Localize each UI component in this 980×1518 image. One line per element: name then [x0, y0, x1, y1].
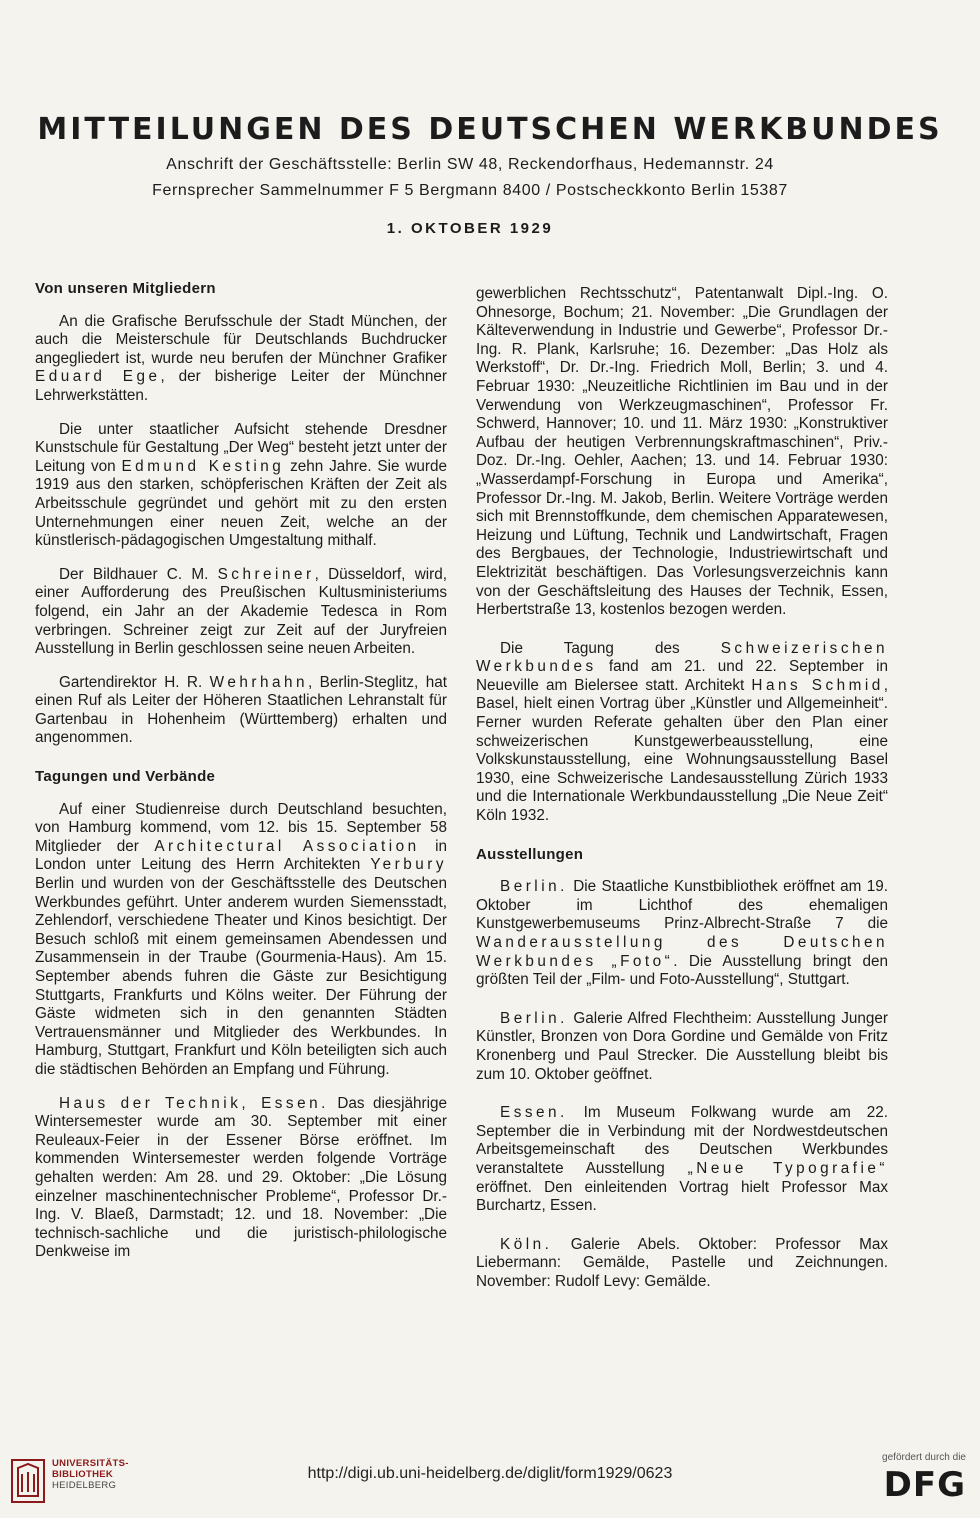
paragraph: Berlin. Galerie Alfred Flechtheim: Ausstellung Junger Künstler, Bronzen von Dora Gordine und Gemälde von Fritz Kronenberg und Paul Strecker. Die Ausstellung bleibt bis zum 10. Oktober geöffnet.	[476, 1009, 888, 1083]
dfg-logo[interactable]	[866, 1452, 966, 1512]
paragraph: Essen. Im Museum Folkwang wurde am 22. September die in Verbindung mit der Nordwestdeutschen Arbeitsgemeinschaft des Deutschen Werkbundes veranstaltete Ausstellung „Neue Typografie“ eröffnet. Den einleitenden Vortrag hielt Professor Max Burchartz, Essen.	[476, 1104, 888, 1215]
library-name: UNIVERSITÄTS- BIBLIOTHEK HEIDELBERG	[52, 1458, 129, 1491]
paragraph: Haus der Technik, Essen. Das diesjährige Wintersemester wurde am 30. September mit einer Reuleaux-Feier in der Essener Börse eröffnet. Im kommenden Wintersemester werden folgende Vorträge gehalten werden: Am 28. und 29. Oktober: „Die Lösung einzelner maschinentechnischer Probleme“, Professor Dr.-Ing. V. Blaeß, Darmstadt; 12. und 18. November: „Die technisch-sachliche und die juristisch-philologische Denkweise im	[35, 1094, 447, 1261]
section-heading-mitglieder: Von unseren Mitgliedern	[35, 280, 216, 297]
masthead-phone: Fernsprecher Sammelnummer F 5 Bergmann 8400 / Postscheckkonto Berlin 15387	[152, 182, 788, 199]
masthead-title: MITTEILUNGEN DES DEUTSCHEN WERKBUNDES	[37, 112, 943, 147]
paragraph: Der Bildhauer C. M. Schreiner, Düsseldorf, wird, einer Aufforderung des Preußischen Kultusministeriums folgend, ein Jahr an der Akademie Tedesca in Rom verbringen. Schreiner zeigt zur Zeit auf der Juryfreien Ausstellung in Berlin geschlossen seine neuen Arbeiten.	[35, 565, 447, 658]
funded-note: gefördert durch die	[882, 1452, 966, 1463]
source-url-link[interactable]: http://digi.ub.uni-heidelberg.de/diglit/form1929/0623	[307, 1465, 673, 1482]
dfg-wordmark: DFG	[883, 1465, 966, 1505]
right-column	[476, 285, 888, 1307]
paragraph: Berlin. Die Staatliche Kunstbibliothek eröffnet am 19. Oktober im Lichthof des ehemaligen Kunstgewerbemuseums Prinz-Albrecht-Straße 7 die Wanderausstellung des Deutschen Werkbundes „Foto“. Die Ausstellung bringt den größten Teil der „Film- und Foto-Ausstellung“, Stuttgart.	[476, 878, 888, 989]
paragraph: An die Grafische Berufsschule der Stadt München, der auch die Meisterschule für Deutschlands Buchdrucker angegliedert ist, wurde neu berufen der Münchner Grafiker Eduard Ege, der bisherige Leiter der Münchner Lehrwerkstätten.	[35, 312, 447, 404]
paragraph: gewerblichen Rechtsschutz“, Patentanwalt Dipl.-Ing. O. Ohnesorge, Bochum; 21. November: „Die Grundlagen der Kälteverwendung in Industrie und Gewerbe“, Professor Dr.-Ing. R. Plank, Karlsruhe; 16. Dezember: „Das Holz als Werkstoff“, Dr. Dr.-Ing. Friedrich Moll, Berlin; 3. und 4. Februar 1930: „Neuzeitliche Richtlinien im Bau und in der Verwendung von Werkzeugmaschinen“, Professor Fr. Schwerd, Hannover; 10. und 11. März 1930: „Konstruktiver Aufbau der heutigen Verbrennungskraftmaschinen“, Priv.-Doz. Dr.-Ing. Oehler, Aachen; 13. und 14. Februar 1930: „Wasserdampf-Forschung in Europa und Amerika“, Professor Dr.-Ing. M. Jakob, Berlin. Weitere Vorträge werden sich mit Brennstoffkunde, dem chemischen Apparatewesen, Heizung und Lüftung, Technik und Landwirtschaft, Fragen des Bergbaues, der Technologie, Industriewirtschaft und Elektrizität beschäftigen. Das Vorlesungsverzeichnis kann von der Geschäftsleitung des Hauses der Technik, Essen, Herbertstraße 13, kostenlos bezogen werden.	[476, 285, 888, 619]
section-heading-ausstellungen: Ausstellungen	[476, 845, 584, 863]
section-heading-tagungen: Tagungen und Verbände	[35, 768, 216, 786]
paragraph: Köln. Galerie Abels. Oktober: Professor Max Liebermann: Gemälde, Pastelle und Zeichnungen. November: Rudolf Levy: Gemälde.	[476, 1235, 888, 1290]
left-column	[35, 280, 447, 1277]
paragraph: Die unter staatlicher Aufsicht stehende Dresdner Kunstschule für Gestaltung „Der Weg“ besteht jetzt unter der Leitung von Edmund Kesting zehn Jahre. Sie wurde 1919 aus den starken, schöpferischen Kräften der Zeit als Arbeitsschule gegründet und gehört mit zu den ersten Unternehmungen einer neuen Zeit, welche an der künstlerisch-pädagogischen Umgestaltung mithalf.	[35, 420, 447, 550]
paragraph: Die Tagung des Schweizerischen Werkbundes fand am 21. und 22. September in Neueville am Bielersee statt. Architekt Hans Schmid, Basel, hielt einen Vortrag über „Künstler und Allgemeinheit“. Ferner wurden Referate gehalten über den Plan einer schweizerischen Kunstgewerbeausstellung, eine Volkskunstausstellung, eine Wohnungsausstellung Basel 1930, eine Schweizerische Landesausstellung Zürich 1933 und die Internationale Werkbundausstellung „Die Neue Zeit“ Köln 1932.	[476, 639, 889, 825]
paragraph: Gartendirektor H. R. Wehrhahn, Berlin-Steglitz, hat einen Ruf als Leiter der Höheren Staatlichen Lehranstalt für Gartenbau in Hohenheim (Württemberg) erhalten und angenommen.	[35, 673, 447, 747]
masthead-address: Anschrift der Geschäftsstelle: Berlin SW 48, Reckendorfhaus, Hedemannstr. 24	[166, 156, 774, 173]
issue-date: 1. OKTOBER 1929	[386, 220, 554, 237]
paragraph: Auf einer Studienreise durch Deutschland besuchten, von Hamburg kommend, vom 12. bis 15. September 58 Mitglieder der Architectural Association in London unter Leitung des Herrn Architekten Yerbury Berlin und wurden von der Geschäftsstelle des Deutschen Werkbundes geführt. Unter anderem wurden Siemensstadt, Zehlendorf, verschiedene Theater und Kinos besichtigt. Der Besuch schloß mit einem gemeinsamen Abendessen und Zusammensein in der Traube (Gourmenia-Haus). Am 15. September abends fuhren die Gäste zur Besichtigung Stuttgarts, Frankfurts und Kölns weiter. Der Führung der Gäste widmeten sich in den genannten Städten Vertrauensmänner und Mitglieder des Werkbundes. In Hamburg, Stuttgart, Frankfurt und Köln beteiligten sich auch die städtischen Behörden an Empfang und Führung.	[35, 800, 448, 1078]
